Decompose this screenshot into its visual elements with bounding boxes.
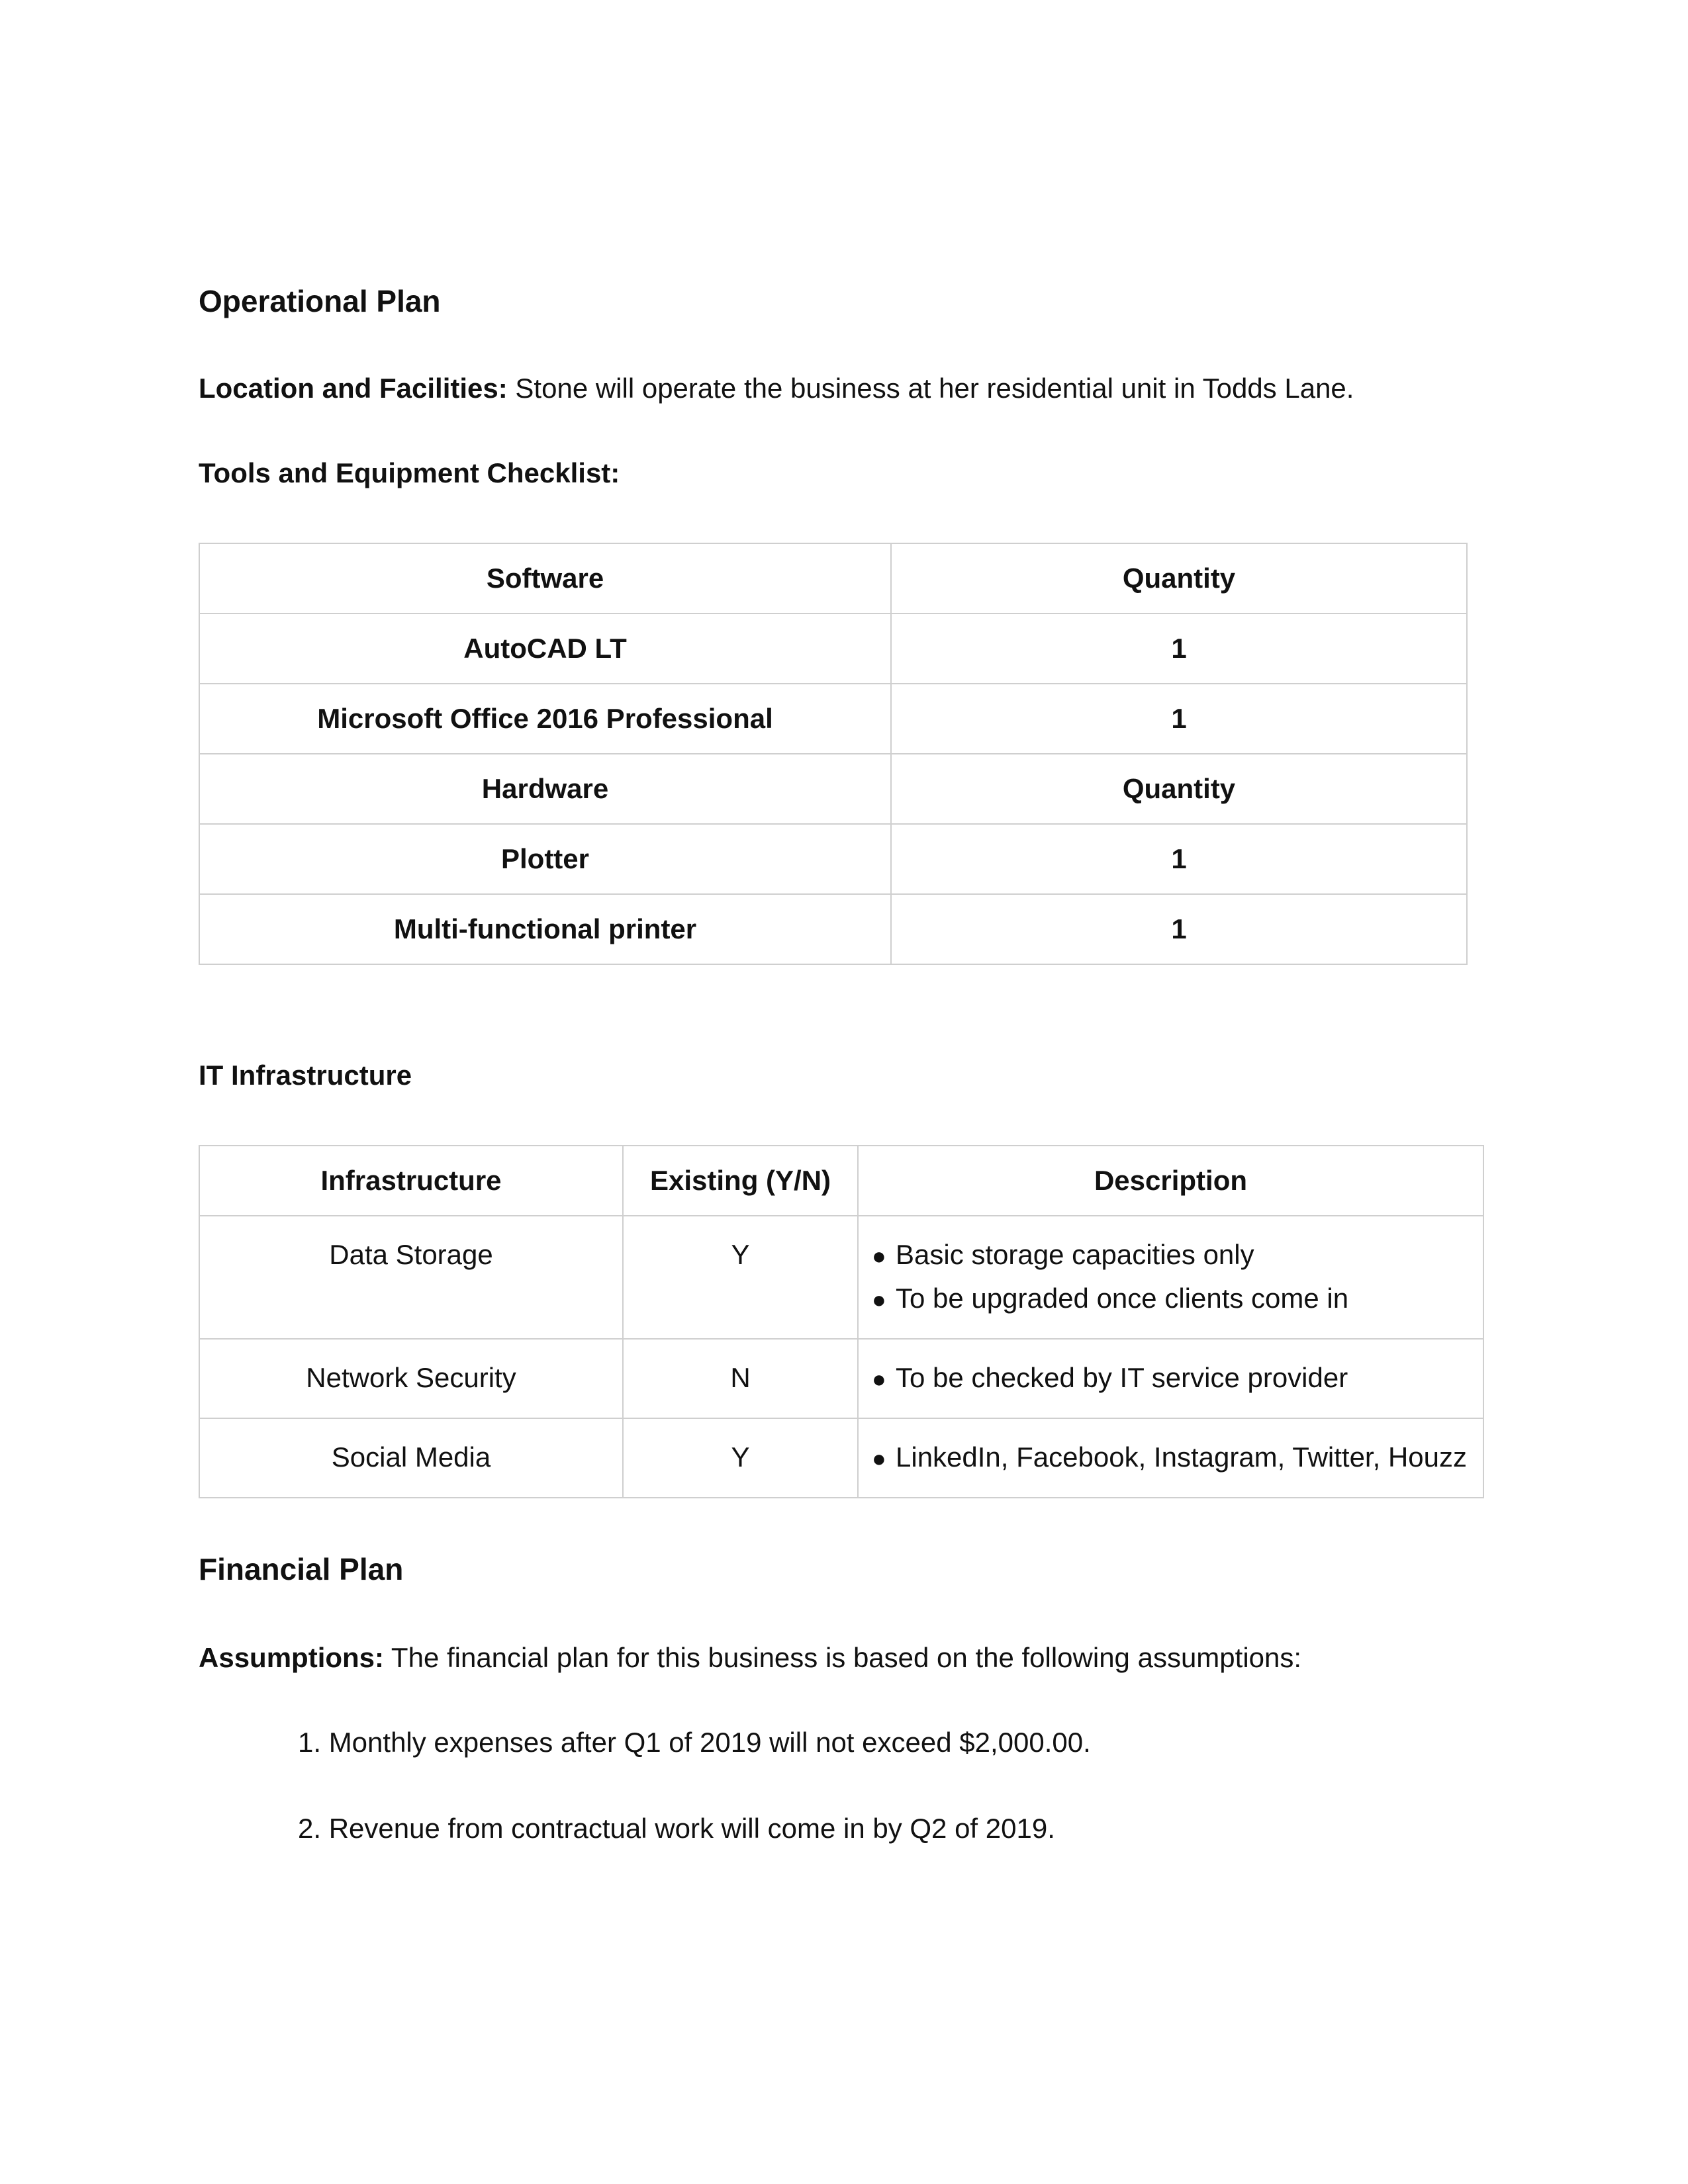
cell-existing: Y: [623, 1418, 858, 1498]
table-row: [199, 1418, 1483, 1498]
description-text: To be upgraded once clients come in: [896, 1283, 1349, 1314]
table-row: [199, 1339, 1483, 1418]
description-text: To be checked by IT service provider: [896, 1362, 1348, 1393]
table-row: [199, 684, 1467, 754]
cell-description: [858, 1216, 1483, 1339]
table-cell-qty: 1: [891, 894, 1467, 964]
cell-existing: Y: [623, 1216, 858, 1339]
description-text: Basic storage capacities only: [896, 1239, 1254, 1270]
table-cell-item: Software: [199, 543, 891, 614]
location-text: Stone will operate the business at her residential unit in Todds Lane.: [507, 373, 1354, 404]
table-row: [199, 1216, 1483, 1339]
table-cell-qty: Quantity: [891, 543, 1467, 614]
header-description: Description: [858, 1146, 1483, 1216]
description-text: LinkedIn, Facebook, Instagram, Twitter, Houzz: [896, 1441, 1467, 1473]
table-cell-qty: 1: [891, 684, 1467, 754]
table-cell-item: Plotter: [199, 824, 891, 894]
header-infrastructure: Infrastructure: [199, 1146, 623, 1216]
assumptions-paragraph: [199, 1644, 1301, 1672]
tools-equipment-table: [199, 543, 1468, 965]
tools-heading: Tools and Equipment Checklist:: [199, 457, 620, 488]
cell-description: [858, 1418, 1483, 1498]
table-cell-item: Microsoft Office 2016 Professional: [199, 684, 891, 754]
assumptions-label: Assumptions:: [199, 1642, 385, 1673]
table-cell-item: Hardware: [199, 754, 891, 824]
table-row: [199, 754, 1467, 824]
table-row: [199, 543, 1467, 614]
location-paragraph: [199, 375, 1354, 402]
operational-plan-heading: Operational Plan: [199, 284, 441, 318]
table-cell-qty: 1: [891, 614, 1467, 684]
bullet-icon: ●: [872, 1242, 886, 1269]
table-row: [199, 894, 1467, 964]
description-bullet-item: [872, 1357, 1483, 1400]
assumptions-text: The financial plan for this business is based on the following assumptions:: [384, 1642, 1302, 1673]
it-infrastructure-table: [199, 1145, 1484, 1498]
description-bullet-item: [872, 1234, 1483, 1277]
cell-infrastructure: Network Security: [199, 1339, 623, 1418]
cell-existing: N: [623, 1339, 858, 1418]
location-label: Location and Facilities:: [199, 373, 508, 404]
description-bullet-item: [872, 1277, 1483, 1321]
financial-plan-heading: Financial Plan: [199, 1552, 404, 1586]
table-cell-item: Multi-functional printer: [199, 894, 891, 964]
cell-infrastructure: Data Storage: [199, 1216, 623, 1339]
cell-infrastructure: Social Media: [199, 1418, 623, 1498]
bullet-icon: ●: [872, 1445, 886, 1472]
description-bullet-item: [872, 1436, 1483, 1480]
table-header-row: [199, 1146, 1483, 1216]
bullet-icon: ●: [872, 1365, 886, 1392]
table-cell-item: AutoCAD LT: [199, 614, 891, 684]
assumption-item-2: 2. Revenue from contractual work will come in by Q2 of 2019.: [298, 1813, 1055, 1844]
cell-description: [858, 1339, 1483, 1418]
table-cell-qty: Quantity: [891, 754, 1467, 824]
it-infrastructure-heading: IT Infrastructure: [199, 1060, 412, 1091]
table-row: [199, 824, 1467, 894]
bullet-icon: ●: [872, 1286, 886, 1313]
assumption-item-1: 1. Monthly expenses after Q1 of 2019 will not exceed $2,000.00.: [298, 1727, 1091, 1758]
header-existing: Existing (Y/N): [623, 1146, 858, 1216]
table-row: [199, 614, 1467, 684]
table-cell-qty: 1: [891, 824, 1467, 894]
